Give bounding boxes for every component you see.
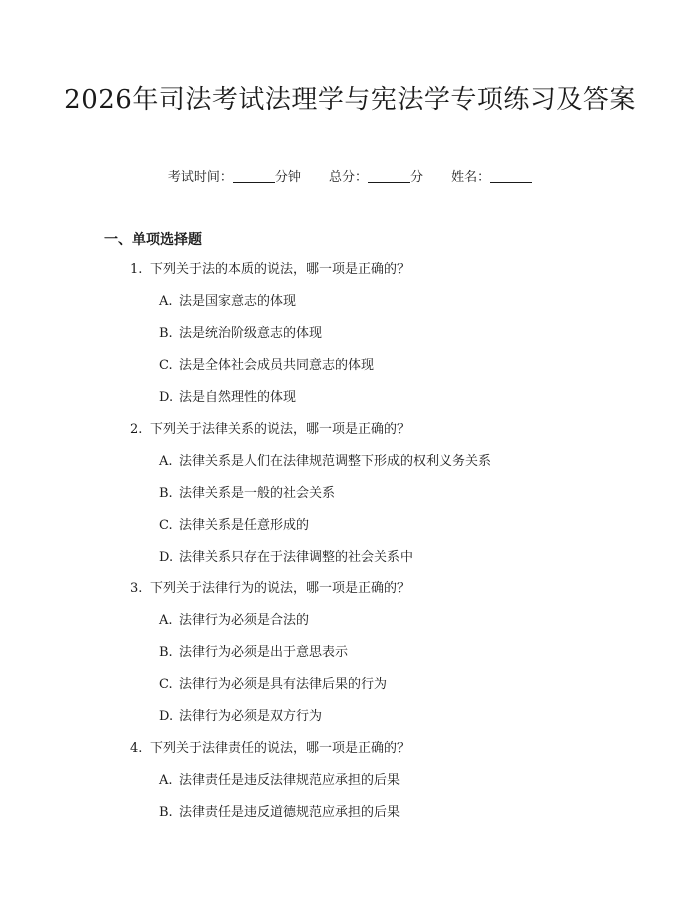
option-letter: B.	[159, 805, 173, 820]
question-number: 3.	[130, 581, 143, 596]
option-letter: C.	[159, 358, 173, 373]
question-1-option-b[interactable]	[159, 325, 322, 343]
option-text: 法律行为必须是出于意思表示	[179, 645, 349, 660]
option-text: 法律关系只存在于法律调整的社会关系中	[179, 550, 414, 565]
question-1-option-d[interactable]	[159, 389, 296, 407]
option-text: 法律行为必须是具有法律后果的行为	[179, 677, 388, 692]
option-text: 法律关系是一般的社会关系	[179, 486, 336, 501]
option-text: 法是国家意志的体现	[179, 294, 297, 309]
total-score-field	[329, 168, 423, 188]
option-letter: A.	[159, 613, 173, 628]
exam-info-line	[0, 168, 700, 188]
option-letter: B.	[159, 645, 173, 660]
option-letter: C.	[159, 518, 173, 533]
option-text: 法是自然理性的体现	[179, 390, 297, 405]
question-4-option-a[interactable]	[159, 772, 400, 790]
document-title: 2026年司法考试法理学与宪法学专项练习及答案	[64, 85, 636, 115]
option-letter: A.	[159, 773, 173, 788]
question-text: 下列关于法律关系的说法，哪一项是正确的？	[150, 422, 411, 437]
option-letter: D.	[159, 550, 174, 565]
name-blank[interactable]	[490, 168, 532, 183]
option-letter: C.	[159, 677, 173, 692]
option-letter: D.	[159, 390, 174, 405]
question-number: 1.	[130, 262, 143, 277]
option-letter: D.	[159, 709, 174, 724]
option-text: 法是统治阶级意志的体现	[179, 326, 323, 341]
option-text: 法律关系是任意形成的	[179, 518, 310, 533]
total-score-label: 总分：	[328, 170, 368, 185]
option-letter: A.	[159, 294, 173, 309]
question-2-option-b[interactable]	[159, 485, 335, 503]
question-3-option-b[interactable]	[159, 644, 348, 662]
question-3-option-a[interactable]	[159, 612, 309, 630]
option-text: 法律责任是违反道德规范应承担的后果	[179, 805, 401, 820]
question-1-option-c[interactable]	[159, 357, 374, 375]
total-score-blank[interactable]	[368, 168, 410, 183]
option-letter: B.	[159, 486, 173, 501]
question-4-option-b[interactable]	[159, 804, 400, 822]
question-2-option-d[interactable]	[159, 549, 413, 567]
option-letter: B.	[159, 326, 173, 341]
exam-time-blank[interactable]	[233, 168, 275, 183]
question-2	[130, 421, 410, 439]
name-field	[451, 168, 532, 188]
question-3-option-d[interactable]	[159, 708, 322, 726]
exam-time-field	[168, 168, 301, 188]
question-2-option-a[interactable]	[159, 453, 491, 471]
question-number: 2.	[130, 422, 143, 437]
question-4	[130, 740, 410, 758]
option-text: 法律行为必须是合法的	[179, 613, 310, 628]
total-score-unit: 分	[410, 170, 424, 185]
option-text: 法律关系是人们在法律规范调整下形成的权利义务关系	[179, 454, 492, 469]
option-text: 法是全体社会成员共同意志的体现	[179, 358, 375, 373]
option-text: 法律行为必须是双方行为	[179, 709, 323, 724]
exam-time-unit: 分钟	[274, 170, 301, 185]
option-letter: A.	[159, 454, 173, 469]
question-number: 4.	[130, 741, 143, 756]
question-3	[130, 580, 410, 598]
question-text: 下列关于法的本质的说法，哪一项是正确的？	[150, 262, 411, 277]
question-2-option-c[interactable]	[159, 517, 309, 535]
question-1-option-a[interactable]	[159, 293, 296, 311]
exam-time-label: 考试时间：	[167, 170, 233, 185]
option-text: 法律责任是违反法律规范应承担的后果	[179, 773, 401, 788]
question-text: 下列关于法律行为的说法，哪一项是正确的？	[150, 581, 411, 596]
question-1	[130, 261, 410, 279]
name-label: 姓名：	[451, 170, 491, 185]
question-3-option-c[interactable]	[159, 676, 387, 694]
question-text: 下列关于法律责任的说法，哪一项是正确的？	[150, 741, 411, 756]
section-heading: 一、单项选择题	[104, 232, 202, 248]
